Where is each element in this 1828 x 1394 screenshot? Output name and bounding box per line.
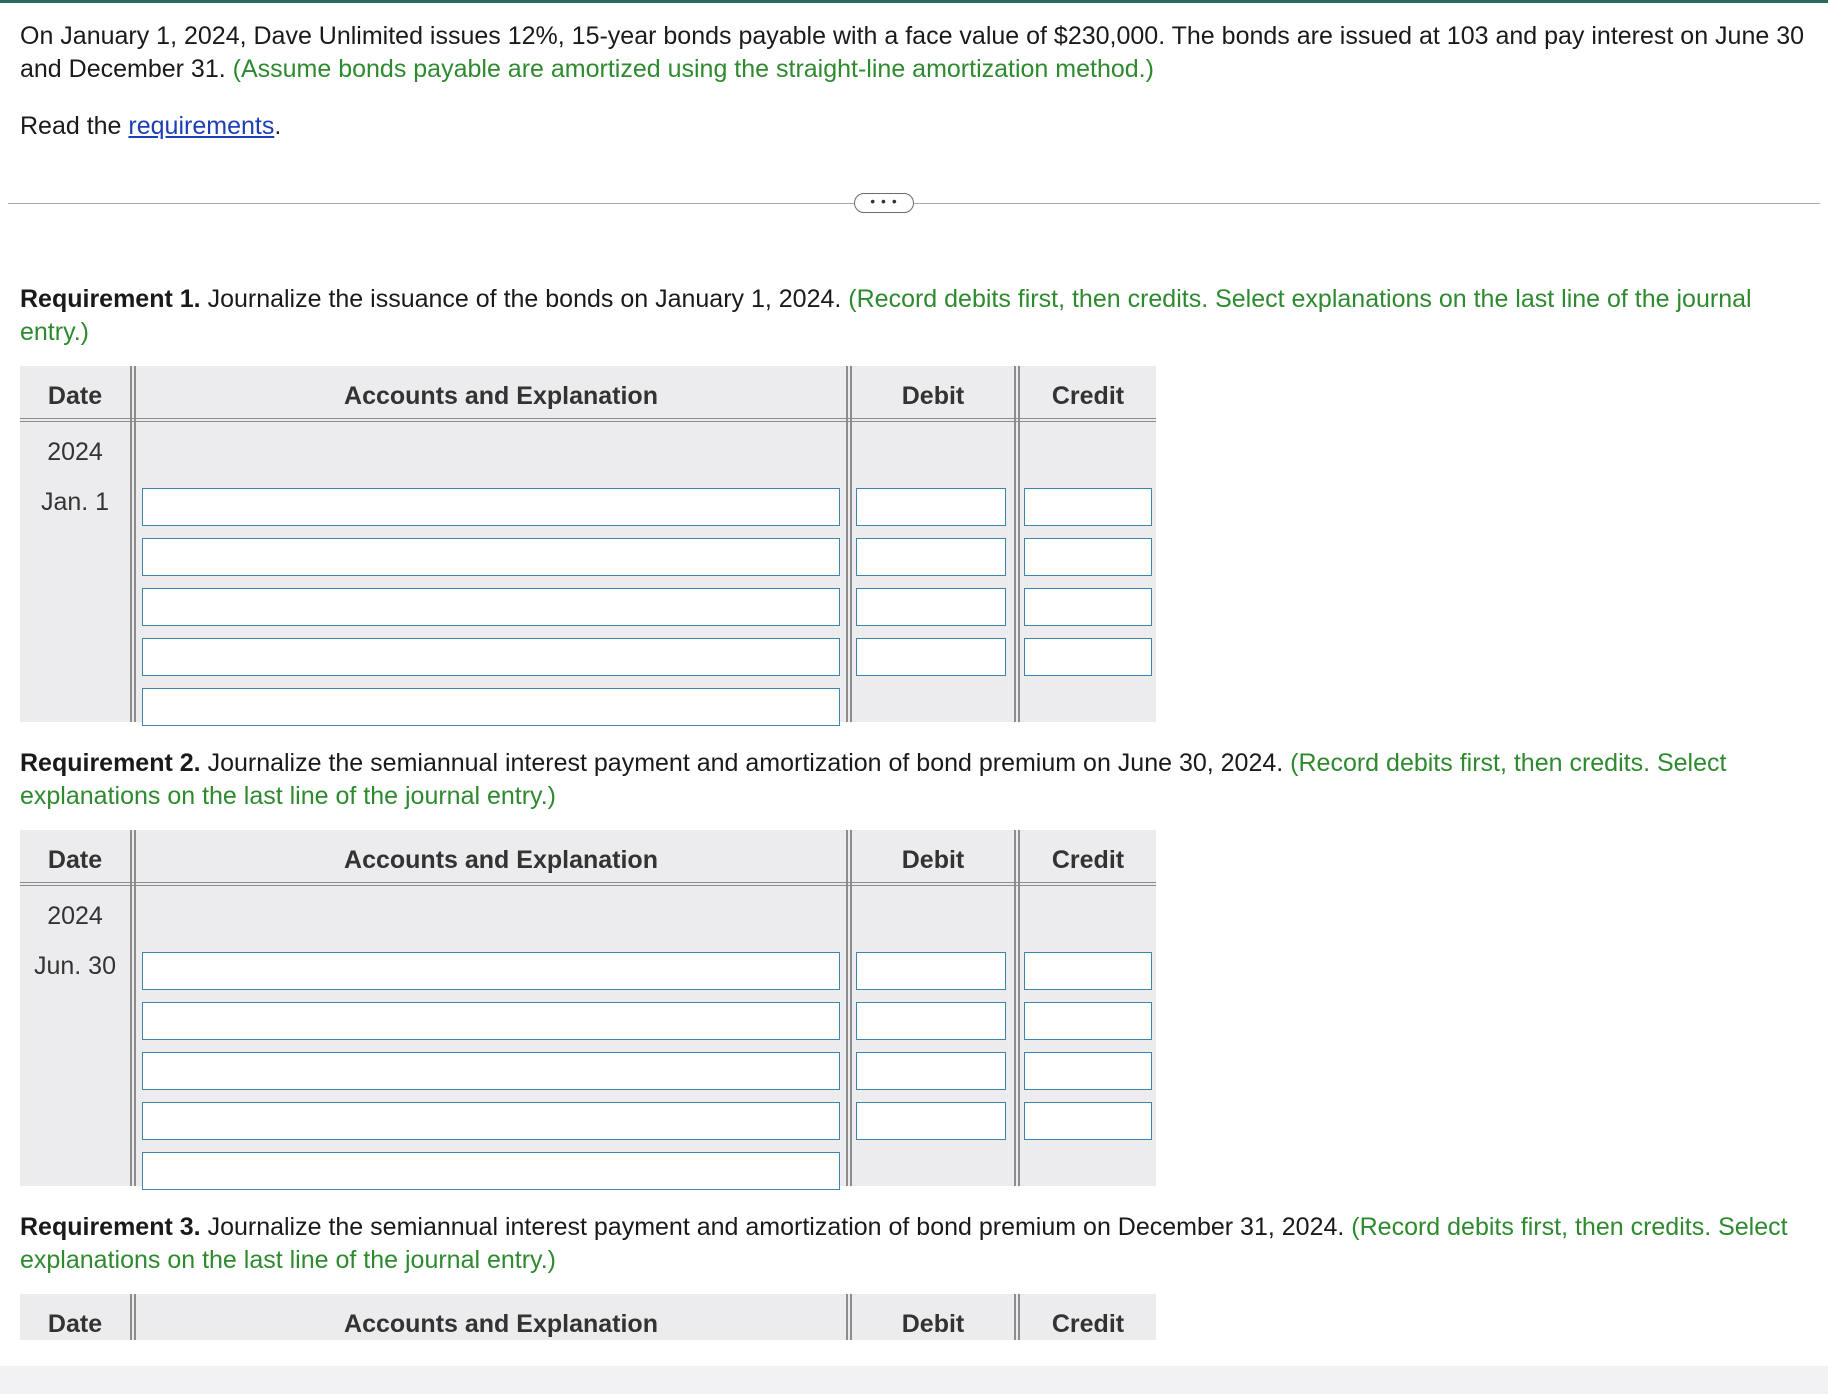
credit-header: Credit <box>1051 846 1125 874</box>
debit-input[interactable] <box>856 1002 1006 1040</box>
accounts-header: Accounts and Explanation <box>344 382 658 410</box>
credit-input[interactable] <box>1024 1102 1152 1140</box>
account-input[interactable] <box>142 1102 840 1140</box>
read-prefix: Read the <box>20 112 122 140</box>
account-input[interactable] <box>142 1052 840 1090</box>
problem-statement <box>20 20 1810 143</box>
journal-2-body <box>20 886 1156 1186</box>
date-header: Date <box>47 846 103 874</box>
requirement-3-instructions <box>20 1211 1810 1277</box>
account-input[interactable] <box>142 1002 840 1040</box>
requirement-1-note: (Record debits first, then credits. Select explanations on the last line of the journal entry.) <box>20 285 1752 346</box>
requirement-3-note: (Record debits first, then credits. Select explanations on the last line of the journal entry.) <box>20 1213 1788 1274</box>
accounts-header: Accounts and Explanation <box>344 846 658 874</box>
date-header: Date <box>47 382 103 410</box>
credit-input[interactable] <box>1024 538 1152 576</box>
account-input[interactable] <box>142 488 840 526</box>
debit-header: Debit <box>901 382 965 410</box>
account-input[interactable] <box>142 588 840 626</box>
problem-main-text: On January 1, 2024, Dave Unlimited issues 12%, 15-year bonds payable with a face value of $230,000. The bonds are issued at 103 and pay interest on June 30 and December 31. <box>20 22 1805 83</box>
section-divider <box>8 190 1820 218</box>
credit-input[interactable] <box>1024 488 1152 526</box>
journal-3-header <box>20 1294 1156 1340</box>
debit-input[interactable] <box>856 1052 1006 1090</box>
debit-input[interactable] <box>856 588 1006 626</box>
bottom-panel-edge <box>0 1366 1828 1394</box>
journal-2-header <box>20 830 1156 886</box>
journal-1-body <box>20 422 1156 722</box>
requirement-3-text: Journalize the semiannual interest payment and amortization of bond premium on December 31, 2024. <box>207 1213 1345 1241</box>
credit-input[interactable] <box>1024 952 1152 990</box>
explanation-input[interactable] <box>142 688 840 726</box>
read-suffix: . <box>274 112 282 140</box>
requirement-2-label: Requirement 2. <box>20 749 201 777</box>
debit-input[interactable] <box>856 1102 1006 1140</box>
entry-date: Jan. 1 <box>40 488 110 516</box>
read-requirements-line <box>20 110 1810 143</box>
expand-ellipsis-button[interactable]: • • • <box>854 193 914 213</box>
debit-input[interactable] <box>856 952 1006 990</box>
entry-year: 2024 <box>47 902 103 930</box>
requirement-2-text: Journalize the semiannual interest payment and amortization of bond premium on June 30, 2024. <box>207 749 1284 777</box>
credit-input[interactable] <box>1024 1052 1152 1090</box>
debit-input[interactable] <box>856 488 1006 526</box>
requirement-1-instructions <box>20 283 1810 349</box>
journal-table-1 <box>20 366 1156 722</box>
requirement-2-instructions <box>20 747 1810 813</box>
requirements-link[interactable]: requirements <box>128 112 275 140</box>
credit-input[interactable] <box>1024 588 1152 626</box>
debit-header: Debit <box>901 1310 965 1338</box>
debit-input[interactable] <box>856 638 1006 676</box>
column-divider <box>1014 1294 1020 1340</box>
requirement-1-text: Journalize the issuance of the bonds on January 1, 2024. <box>207 285 842 313</box>
credit-input[interactable] <box>1024 1002 1152 1040</box>
debit-input[interactable] <box>856 538 1006 576</box>
accounts-header: Accounts and Explanation <box>344 1310 658 1338</box>
problem-note: (Assume bonds payable are amortized using the straight-line amortization method.) <box>232 55 1154 83</box>
problem-text <box>20 20 1810 86</box>
column-divider <box>846 1294 852 1340</box>
debit-header: Debit <box>901 846 965 874</box>
credit-header: Credit <box>1051 382 1125 410</box>
top-accent-bar <box>0 0 1828 3</box>
requirement-1-label: Requirement 1. <box>20 285 201 313</box>
entry-date: Jun. 30 <box>33 952 116 980</box>
journal-table-3 <box>20 1294 1156 1340</box>
credit-input[interactable] <box>1024 638 1152 676</box>
divider-line <box>8 203 1820 204</box>
entry-year: 2024 <box>47 438 103 466</box>
requirement-3-label: Requirement 3. <box>20 1213 201 1241</box>
date-header: Date <box>47 1310 103 1338</box>
account-input[interactable] <box>142 952 840 990</box>
journal-table-2 <box>20 830 1156 1186</box>
column-divider <box>130 1294 136 1340</box>
journal-1-header <box>20 366 1156 422</box>
explanation-input[interactable] <box>142 1152 840 1190</box>
requirement-2-note: (Record debits first, then credits. Select explanations on the last line of the journal entry.) <box>20 749 1727 810</box>
credit-header: Credit <box>1051 1310 1125 1338</box>
account-input[interactable] <box>142 538 840 576</box>
account-input[interactable] <box>142 638 840 676</box>
